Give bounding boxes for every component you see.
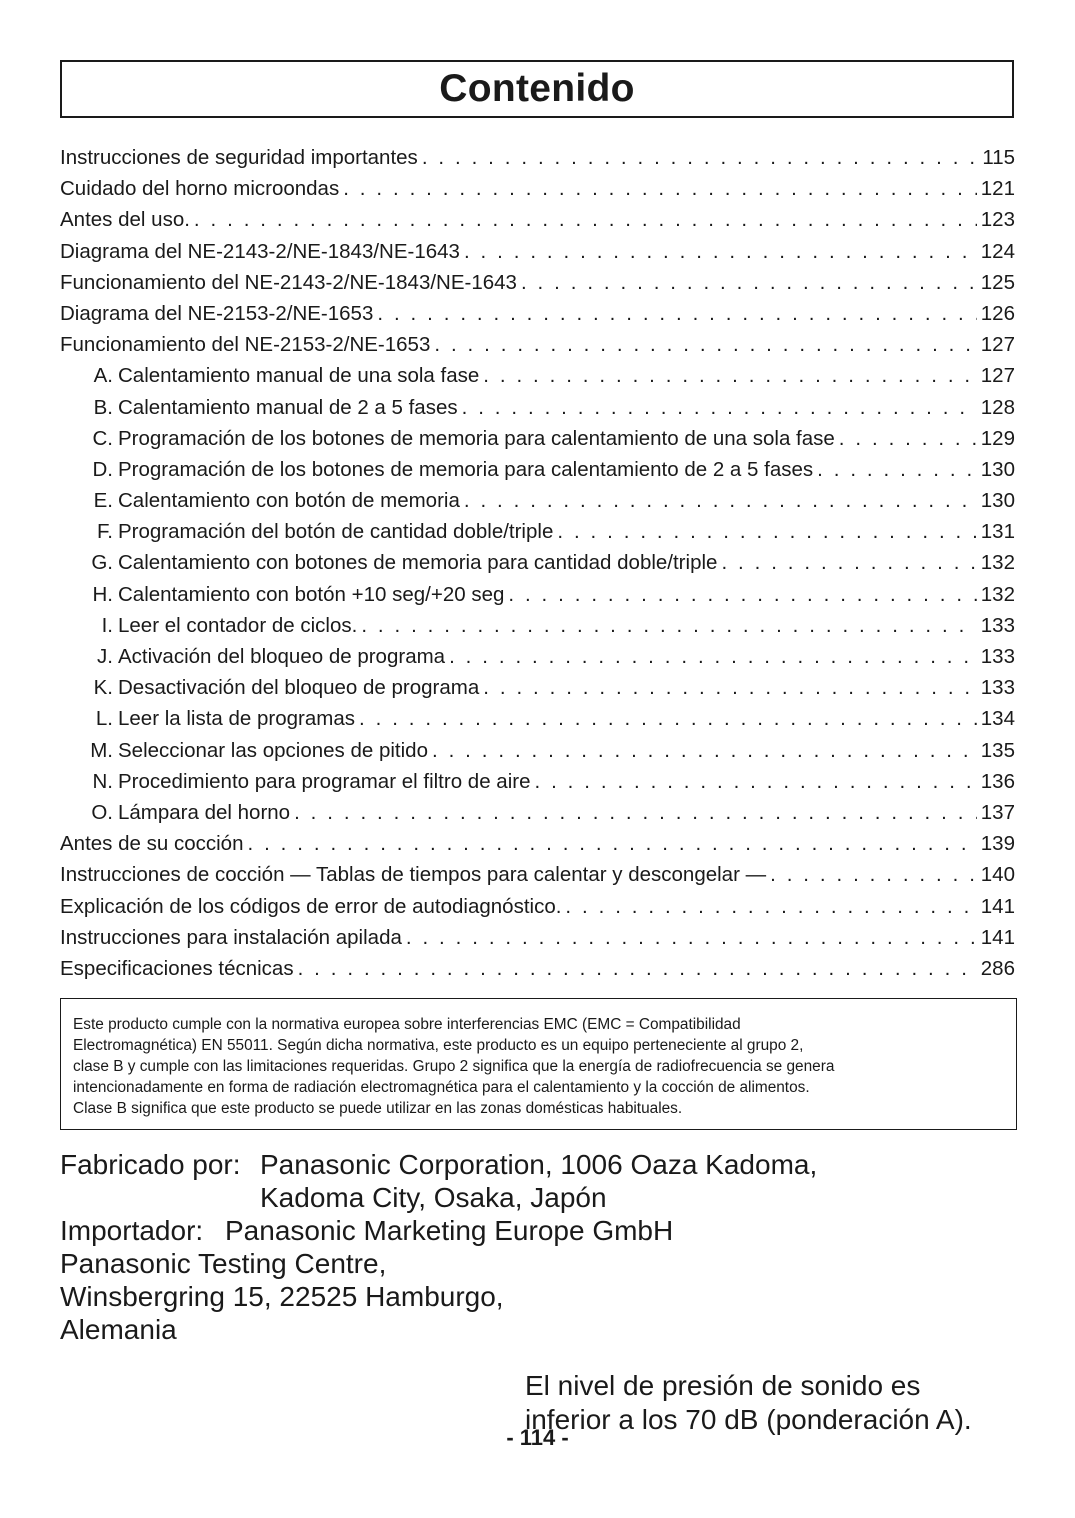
toc-entry-title: Antes de su cocción [60, 832, 244, 856]
toc-dot-leader [839, 423, 977, 454]
toc-entry-title: Cuidado del horno microondas [60, 177, 340, 201]
toc-entry [60, 142, 1015, 173]
emc-notice-line: intencionadamente en forma de radiación electromagnética para el calentamiento y la cocción de alimentos. [73, 1079, 810, 1096]
page-number: - 114 - [506, 1425, 569, 1450]
toc-entry-title: Funcionamiento del NE-2153-2/NE-1653 [60, 333, 431, 357]
toc-entry [60, 236, 1015, 267]
toc-entry-title: Diagrama del NE-2143-2/NE-1843/NE-1643 [60, 239, 460, 263]
toc-entry-title: Calentamiento con botón +10 seg/+20 seg [118, 582, 505, 606]
toc-entry-page: 130 [980, 489, 1015, 513]
toc-entry-letter: O. [91, 800, 113, 824]
toc-dot-leader [294, 797, 977, 828]
emc-notice-line: Clase B significa que este producto se puede utilizar en las zonas domésticas habituales. [73, 1100, 683, 1117]
toc-entry [60, 828, 1015, 859]
toc-entry-page: 121 [980, 177, 1015, 201]
importer-address-line: Alemania [60, 1314, 177, 1345]
toc-entry-letter: L. [95, 707, 113, 731]
toc-dot-leader [377, 298, 976, 329]
toc-entry-title: Explicación de los códigos de error de autodiagnóstico. [60, 894, 562, 918]
toc-dot-leader [565, 891, 976, 922]
toc-entry-page: 133 [980, 645, 1015, 668]
toc-dot-leader [721, 547, 976, 578]
manufacturer-address-line: Kadoma City, Osaka, Japón [260, 1182, 607, 1213]
toc-entry-letter: B. [93, 395, 113, 419]
toc-entry-page: 131 [980, 520, 1015, 544]
toc-entry-page: 132 [980, 551, 1015, 575]
toc-entry [60, 922, 1015, 953]
toc-entry-title: Lámpara del horno [118, 800, 291, 824]
importer-address-line: Winsbergring 15, 22525 Hamburgo, [60, 1281, 504, 1312]
toc-entry-letter: H. [92, 582, 113, 606]
importer-address-line: Panasonic Testing Centre, [60, 1248, 387, 1279]
toc-dot-leader [361, 610, 976, 641]
toc-entry [60, 485, 1015, 516]
toc-entry-page: 141 [980, 894, 1015, 918]
toc-entry [60, 360, 1015, 391]
toc-entry-title: Leer el contador de ciclos. [118, 613, 358, 637]
emc-notice-line: clase B y cumple con las limitaciones requeridas. Grupo 2 significa que la energía de radiofrecuencia se genera [73, 1058, 835, 1075]
toc-entry-page: 136 [980, 769, 1015, 793]
toc-entry-page: 128 [980, 395, 1015, 419]
emc-notice-box [60, 998, 1017, 1130]
toc-entry-title: Instrucciones para instalación apilada [60, 925, 402, 949]
toc-dot-leader [483, 672, 977, 703]
toc-entry [60, 516, 1015, 547]
toc-entry [60, 672, 1015, 703]
toc-entry-title: Calentamiento con botón de memoria [118, 489, 460, 513]
toc-entry-letter: I. [101, 613, 113, 637]
toc-entry [60, 735, 1015, 766]
toc-entry-title: Desactivación del bloqueo de programa [118, 676, 480, 700]
toc-entry [60, 423, 1015, 454]
toc-entry-page: 141 [980, 925, 1015, 949]
toc-entry-title: Procedimiento para programar el filtro de aire [118, 769, 531, 793]
toc-entry [60, 392, 1015, 423]
toc-entry-letter: F. [97, 520, 113, 544]
toc-dot-leader [508, 579, 976, 610]
toc-dot-leader [343, 173, 977, 204]
emc-notice-line: Electromagnética) EN 55011. Según dicha normativa, este producto es un equipo perteneciente al grupo 2, [73, 1037, 804, 1054]
toc-entry [60, 204, 1015, 235]
toc-entry-title: Especificaciones técnicas [60, 956, 294, 980]
toc-entry-letter: K. [93, 676, 113, 700]
page-title: Contenido [439, 67, 635, 110]
toc-entry-letter: D. [92, 457, 113, 481]
toc-entry-title: Calentamiento manual de 2 a 5 fases [118, 395, 458, 419]
toc-entry [60, 329, 1015, 360]
toc-dot-leader [817, 454, 977, 485]
toc-entry [60, 454, 1015, 485]
toc-entry-page: 125 [980, 270, 1015, 294]
toc-entry [60, 953, 1015, 984]
toc-entry-title: Instrucciones de seguridad importantes [60, 146, 418, 169]
toc-dot-leader [464, 485, 977, 516]
toc-dot-leader [422, 142, 979, 173]
toc-dot-leader [464, 236, 977, 267]
toc-entry [60, 173, 1015, 204]
manufacturer-label: Fabricado por: [60, 1149, 241, 1180]
toc-entry-title: Programación de los botones de memoria para calentamiento de 2 a 5 fases [118, 457, 814, 481]
toc-dot-leader [557, 516, 976, 547]
toc-entry-title: Programación de los botones de memoria para calentamiento de una sola fase [118, 426, 835, 450]
toc-dot-leader [521, 267, 977, 298]
toc-entry-title: Funcionamiento del NE-2143-2/NE-1843/NE-1643 [60, 270, 517, 294]
noise-line: inferior a los 70 dB (ponderación A). [525, 1404, 972, 1435]
emc-notice-line: Este producto cumple con la normativa europea sobre interferencias EMC (EMC = Compatibilidad [73, 1016, 741, 1033]
toc-dot-leader [432, 735, 977, 766]
toc-entry-page: 133 [980, 676, 1015, 700]
toc-entry [60, 766, 1015, 797]
toc-dot-leader [534, 766, 976, 797]
toc-entry-page: 127 [980, 333, 1015, 357]
toc-entry [60, 797, 1015, 828]
toc-entry-page: 115 [982, 146, 1015, 169]
toc-entry-page: 137 [980, 800, 1015, 824]
toc-dot-leader [449, 641, 977, 672]
manufacturer-block [60, 1148, 960, 1346]
toc-dot-leader [359, 703, 977, 734]
toc-entry-page: 134 [980, 707, 1015, 731]
toc-entry-page: 126 [980, 301, 1015, 325]
toc-entry-letter: C. [92, 426, 113, 450]
toc-entry-page: 127 [980, 364, 1015, 388]
toc-entry [60, 579, 1015, 610]
toc-entry-page: 135 [980, 738, 1015, 762]
toc-entry-title: Antes del uso. [60, 208, 190, 232]
toc-entry-page: 129 [980, 426, 1015, 450]
toc-entry-page: 139 [980, 832, 1015, 856]
toc-entry-page: 133 [980, 613, 1015, 637]
toc-dot-leader [483, 360, 977, 391]
importer-label: Importador: [60, 1215, 204, 1246]
importer-name: Panasonic Marketing Europe GmbH [225, 1215, 674, 1246]
toc-entry [60, 610, 1015, 641]
toc-entry-page: 140 [980, 863, 1015, 887]
toc-entry-page: 132 [980, 582, 1015, 606]
toc-dot-leader [462, 392, 977, 423]
toc-entry [60, 859, 1015, 890]
manufacturer-address-line: Panasonic Corporation, 1006 Oaza Kadoma, [260, 1149, 818, 1180]
toc-entry-title: Leer la lista de programas [118, 707, 356, 731]
toc-entry-title: Activación del bloqueo de programa [118, 645, 446, 668]
toc-dot-leader [434, 329, 976, 360]
toc-entry-page: 124 [980, 239, 1015, 263]
toc-entry [60, 641, 1015, 672]
toc-entry-title: Seleccionar las opciones de pitido [118, 738, 428, 762]
toc-entry-page: 286 [980, 956, 1015, 980]
toc-entry-page: 123 [980, 208, 1015, 232]
toc-entry-page: 130 [980, 457, 1015, 481]
toc-entry-letter: A. [93, 364, 113, 388]
toc-entry [60, 267, 1015, 298]
toc-entry [60, 298, 1015, 329]
toc-entry-title: Programación del botón de cantidad doble/triple [118, 520, 554, 544]
toc-dot-leader [406, 922, 977, 953]
toc-entry-letter: N. [92, 769, 113, 793]
title-box [60, 60, 1014, 118]
toc-entry-title: Calentamiento con botones de memoria para cantidad doble/triple [118, 551, 718, 575]
toc-entry-letter: E. [93, 489, 113, 513]
toc-entry-letter: M. [90, 738, 113, 762]
toc-dot-leader [194, 204, 977, 235]
toc-entry-title: Instrucciones de cocción — Tablas de tiempos para calentar y descongelar — [60, 863, 767, 887]
table-of-contents [60, 142, 1015, 984]
toc-entry [60, 547, 1015, 578]
toc-entry [60, 703, 1015, 734]
toc-dot-leader [770, 859, 977, 890]
toc-entry-letter: G. [91, 551, 113, 575]
noise-line: El nivel de presión de sonido es [525, 1370, 921, 1401]
toc-dot-leader [298, 953, 977, 984]
toc-entry-title: Diagrama del NE-2153-2/NE-1653 [60, 301, 374, 325]
toc-entry-letter: J. [97, 645, 113, 668]
toc-entry-title: Calentamiento manual de una sola fase [118, 364, 480, 388]
toc-entry [60, 891, 1015, 922]
toc-dot-leader [247, 828, 976, 859]
